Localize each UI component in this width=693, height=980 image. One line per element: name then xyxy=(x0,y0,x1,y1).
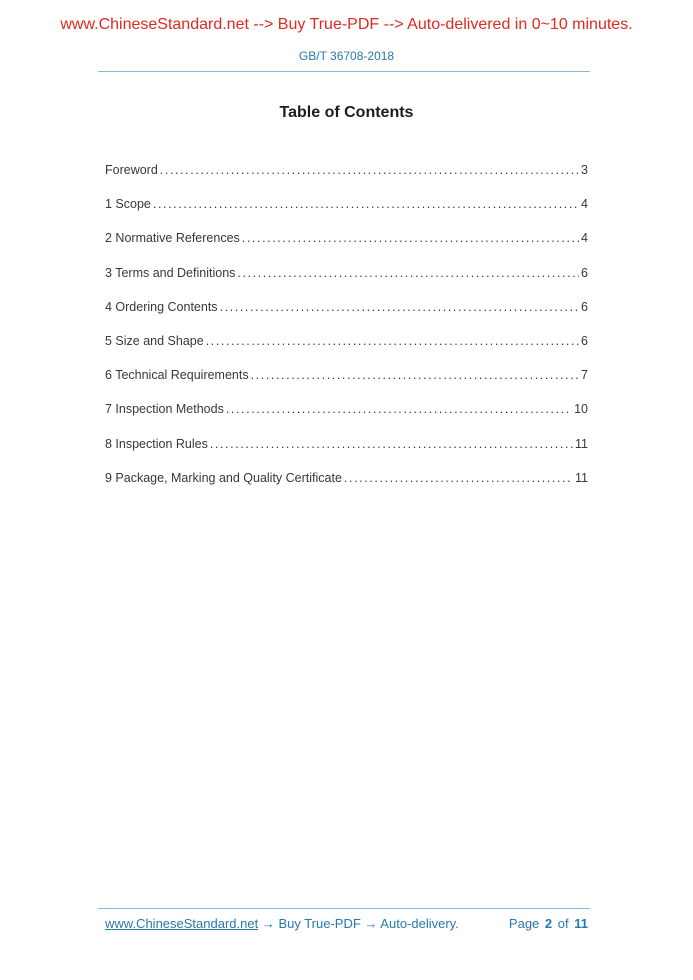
footer-site-link[interactable]: www.ChineseStandard.net xyxy=(105,916,259,931)
toc-entry-page: 7 xyxy=(581,368,588,383)
toc-entry-label: 7 Inspection Methods xyxy=(105,402,224,417)
toc-entry xyxy=(105,324,588,358)
toc-entry-label: 6 Technical Requirements xyxy=(105,368,249,383)
dot-leader xyxy=(226,392,572,426)
toc-entry-label: 8 Inspection Rules xyxy=(105,436,208,451)
toc-entry xyxy=(105,187,588,221)
toc-entry xyxy=(105,153,588,187)
footer-divider xyxy=(98,908,590,909)
dot-leader xyxy=(206,324,579,358)
toc-entry-page: 6 xyxy=(581,299,588,314)
footer-promo xyxy=(105,914,459,933)
toc-entry-label: 2 Normative References xyxy=(105,231,240,246)
toc-entry-label: 9 Package, Marking and Quality Certificate xyxy=(105,470,342,485)
dot-leader xyxy=(210,427,573,461)
toc-entry xyxy=(105,221,588,255)
dot-leader xyxy=(242,221,579,255)
dot-leader xyxy=(251,358,579,392)
page-total: 11 xyxy=(574,916,588,931)
toc-entry-label: 5 Size and Shape xyxy=(105,333,204,348)
standard-code: GB/T 36708-2018 xyxy=(298,49,395,63)
toc-entry xyxy=(105,461,588,495)
dot-leader xyxy=(237,256,579,290)
toc-entry-label: Foreword xyxy=(105,163,158,177)
dot-leader xyxy=(220,290,579,324)
toc-entry xyxy=(105,290,588,324)
toc-entry xyxy=(105,358,588,392)
page-title: Table of Contents xyxy=(279,104,414,121)
dot-leader xyxy=(160,153,579,187)
toc-entry-page: 6 xyxy=(581,333,588,348)
page-indicator xyxy=(507,914,588,933)
header-divider xyxy=(98,71,590,72)
toc-entry xyxy=(105,392,588,426)
toc-entry-page: 4 xyxy=(581,231,588,246)
toc-entry xyxy=(105,427,588,461)
toc-entry-page: 6 xyxy=(581,265,588,280)
of-label: of xyxy=(557,916,569,931)
dot-leader xyxy=(153,187,579,221)
page-current: 2 xyxy=(544,916,553,931)
dot-leader xyxy=(344,461,573,495)
toc-entry-label: 4 Ordering Contents xyxy=(105,299,218,314)
toc-entry-page: 4 xyxy=(581,197,588,212)
toc-entry xyxy=(105,256,588,290)
page-label: Page xyxy=(508,916,540,931)
toc-list xyxy=(105,153,588,495)
toc-entry-page: 10 xyxy=(574,402,588,417)
promo-banner: www.ChineseStandard.net --> Buy True-PDF --> Auto-delivered in 0~10 minutes. xyxy=(60,16,633,33)
toc-entry-label: 3 Terms and Definitions xyxy=(105,265,236,280)
toc-entry-page: 11 xyxy=(575,470,588,485)
toc-entry-page: 3 xyxy=(581,163,588,177)
footer-tagline: → Buy True-PDF → Auto-delivery. xyxy=(261,916,459,931)
toc-entry-label: 1 Scope xyxy=(105,197,151,212)
toc-entry-page: 11 xyxy=(575,436,588,451)
